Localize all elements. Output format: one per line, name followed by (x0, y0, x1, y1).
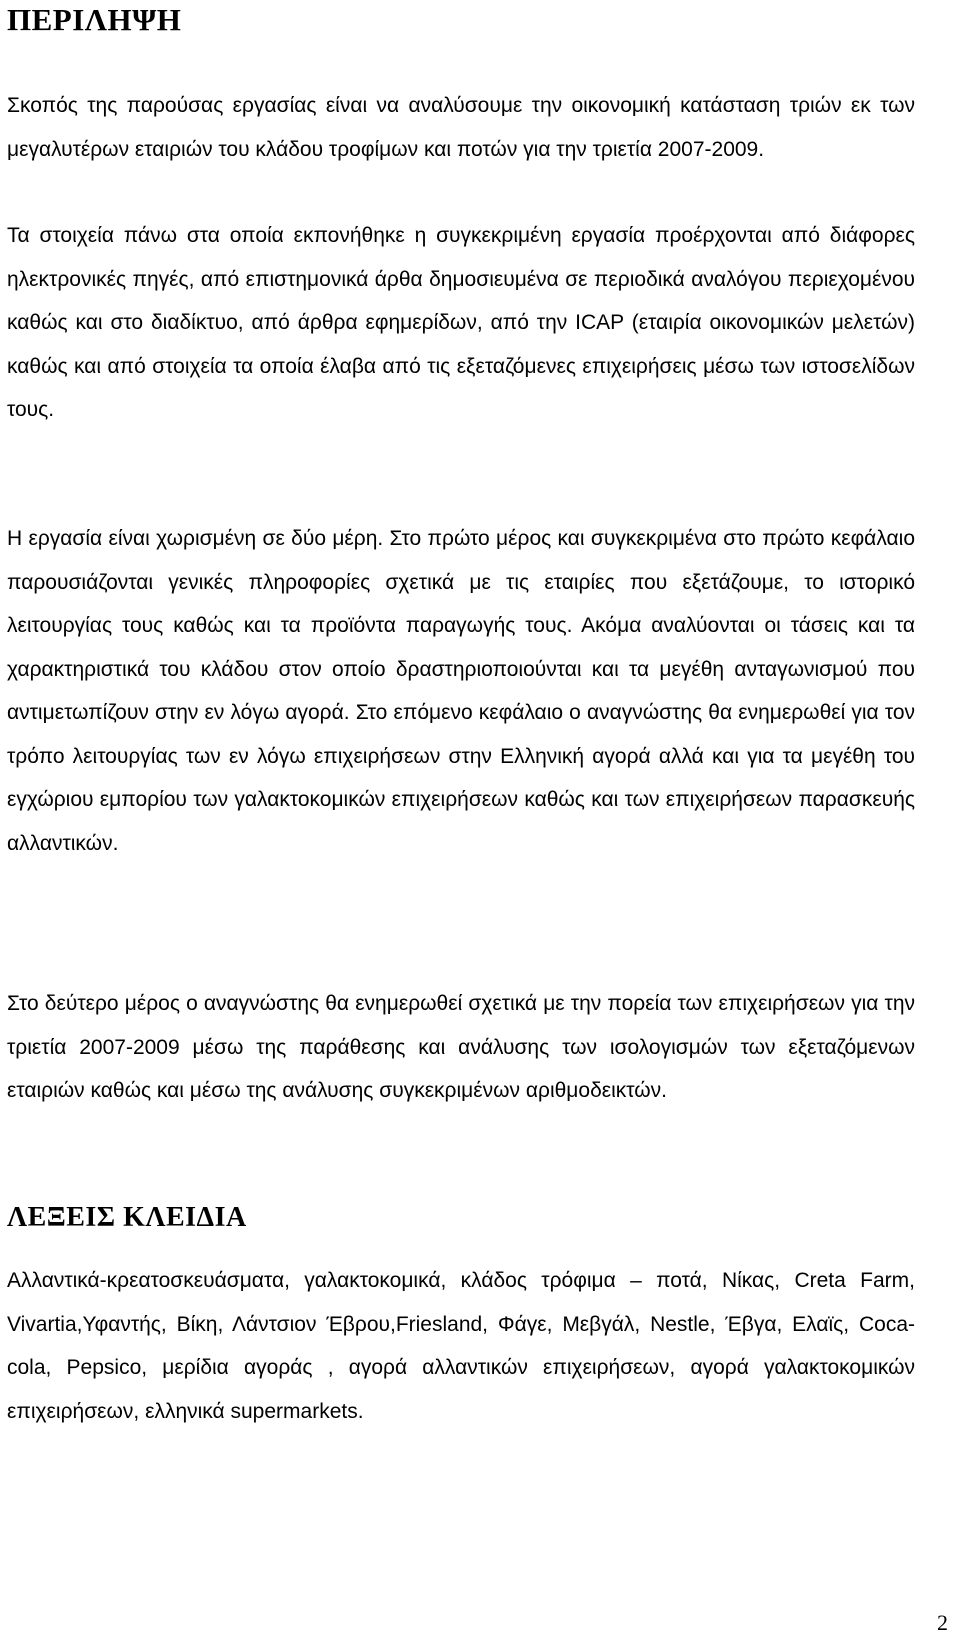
page-number: 2 (937, 1610, 948, 1635)
summary-paragraph-1: Σκοπός της παρούσας εργασίας είναι να αναλύσουμε την οικονομική κατάσταση τριών εκ των μεγαλυτέρων εταιριών του κλάδου τροφίμων και ποτών για την τριετία 2007-2009. (7, 94, 915, 161)
summary-paragraph-4: Στο δεύτερο μέρος ο αναγνώστης θα ενημερωθεί σχετικά με την πορεία των επιχειρήσεων για την τριετία 2007-2009 μέσω της παράθεσης και ανάλυσης των ισολογισμών των εξεταζόμενων εταιριών καθώς και μέσω της ανάλυσης συγκεκριμένων αριθμοδεικτών. (7, 992, 915, 1102)
summary-paragraph-3: Η εργασία είναι χωρισμένη σε δύο μέρη. Στο πρώτο μέρος και συγκεκριμένα στο πρώτο κεφάλαιο παρουσιάζονται γενικές πληροφορίες σχετικά με τις εταιρίες που εξετάζουμε, το ιστορικό λειτουργίας τους καθώς και τα προϊόντα παραγωγής τους. Ακόμα αναλύονται οι τάσεις και τα χαρακτηριστικά του κλάδου στον οποίο δραστηριοποιούνται και τα μεγέθη ανταγωνισμού που αντιμετωπίζουν στην εν λόγω αγορά. Στο επόμενο κεφάλαιο ο αναγνώστης θα ενημερωθεί για τον τρόπο λειτουργίας των εν λόγω επιχειρήσεων στην Ελληνική αγορά αλλά και για τα μεγέθη του εγχώριου εμπορίου των γαλακτοκομικών επιχειρήσεων καθώς και των επιχειρήσεων παρασκευής αλλαντικών. (7, 527, 915, 855)
keywords-paragraph: Αλλαντικά-κρεατοσκευάσματα, γαλακτοκομικά, κλάδος τρόφιμα – ποτά, Νίκας, Creta Farm, Vivartia,Υφαντής, Βίκη, Λάντσιον Έβρου,Friesland, Φάγε, Μεβγάλ, Nestle, Έβγα, Ελαϊς, Coca-cola, Pepsico, μερίδια αγοράς , αγορά αλλαντικών επιχειρήσεων, αγορά γαλακτοκομικών επιχειρήσεων, ελληνικά supermarkets. (7, 1269, 915, 1423)
summary-paragraph-2: Τα στοιχεία πάνω στα οποία εκπονήθηκε η συγκεκριμένη εργασία προέρχονται από διάφορες ηλεκτρονικές πηγές, από επιστημονικά άρθα δημοσιευμένα σε περιοδικά αναλόγου περιεχομένου καθώς και στο διαδίκτυο, από άρθρα εφημερίδων, από την ICAP (εταιρία οικονομικών μελετών) καθώς και από στοιχεία τα οποία έλαβα από τις εξεταζόμενες επιχειρήσεις μέσω των ιστοσελίδων τους. (7, 224, 915, 421)
keywords-heading: ΛΕΞΕΙΣ ΚΛΕΙΔΙΑ (7, 1202, 247, 1233)
summary-heading: ΠΕΡΙΛΗΨΗ (7, 2, 182, 37)
